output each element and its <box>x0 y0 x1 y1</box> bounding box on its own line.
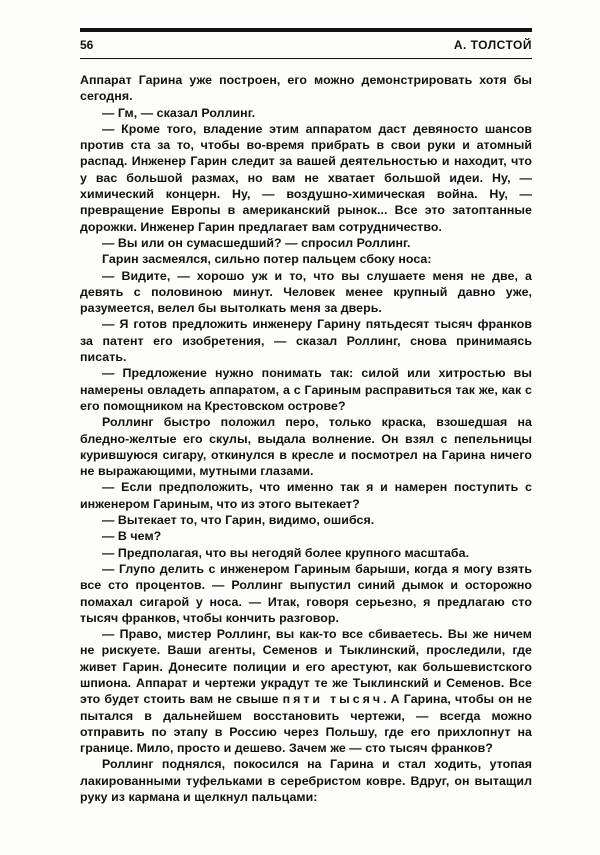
paragraph: Роллинг быстро положил перо, только краска, взошедшая на бледно-желтые его скулы, выдала волнение. Он взял с пепельницы курившуюся сигару, откинулся в кресле и посмотрел на Гарина ничего не выражающими, мутными глазами. <box>80 415 532 479</box>
paragraph: — Если предположить, что именно так я и намерен поступить с инженером Гариным, что из этого вытекает? <box>80 480 532 511</box>
running-head <box>80 38 532 56</box>
paragraph: Роллинг поднялся, покосился на Гарина и стал ходить, утопая лакированными туфельками в серебристом ковре. Вдруг, он вытащил руку из кармана и щелкнул пальцами: <box>80 757 532 805</box>
paragraph: — Вы или он сумасшедший? — спросил Роллинг. <box>102 235 411 250</box>
spaced-emphasis: пяти тысяч <box>282 692 384 707</box>
paragraph: — Предложение нужно понимать так: силой или хитростью вы намерены овладеть аппаратом, а с Гариным расправиться так же, как с его помощником на Крестовском острове? <box>80 366 532 413</box>
body-text <box>80 72 532 805</box>
paragraph: — В чем? <box>102 529 162 544</box>
running-author: А. ТОЛСТОЙ <box>453 38 532 52</box>
header-rule-thin <box>80 58 532 59</box>
page-number: 56 <box>80 38 94 52</box>
paragraph: — Гм, — сказал Роллинг. <box>102 105 256 120</box>
paragraph: Аппарат Гарина уже построен, его можно демонстрировать хотя бы сегодня. <box>80 73 532 104</box>
paragraph: — Я готов предложить инженеру Гарину пятьдесят тысяч франков за патент его изобретения, — сказал Роллинг, снова принимаясь писать. <box>80 317 532 365</box>
paragraph: — Вытекает то, что Гарин, видимо, ошибся. <box>102 513 375 528</box>
paragraph: — Предполагая, что вы негодяй более крупного масштаба. <box>102 545 470 560</box>
paragraph: Гарин засмеялся, сильно потер пальцем сбоку носа: <box>102 252 432 267</box>
paragraph-text: . А Гарина, чтобы он не пытался в дальнейшем восстановить чертежи, — всегда можно отправить по этапу в Россию через Польшу, где его прихлопнут на границе. Мило, просто и дешево. Зачем же — сто тысяч франков? <box>80 692 533 756</box>
header-rule-thick <box>80 28 532 32</box>
paragraph: — Кроме того, владение этим аппаратом даст девяносто шансов против ста за то, чтобы во-время прибрать в свои руки и атомный распад. Инженер Гарин следит за вашей деятельностью и находит, что у вас большой размах, но вам не хватает большой идеи. Ну, — химический концерн. Ну, — воздушно-химическая война. Ну, — превращение Европы в американский рынок... Все это затоптанные дорожки. Инженер Гарин предлагает вам сотрудничество. <box>80 121 532 234</box>
paragraph: — Глупо делить с инженером Гариным барыши, когда я могу взять все сто процентов. — Роллинг выпустил синий дымок и осторожно помахал сигарой у носа. — Итак, говоря серьезно, я предлагаю сто тысяч франков, чтобы кончить разговор. <box>80 561 532 625</box>
paragraph-text: — Право, мистер Роллинг, вы как-то все сбиваетесь. Вы же ничем не рискуете. Ваши агенты, Семенов и Тыклинский, проследили, где живет Гарин. Донесите полиции и его арестуют, как большевистского шпиона. Аппарат и чертежи украдут те же Тыклинский и Семенов. Все это будет стоить вам не свыше <box>80 627 532 707</box>
paragraph: — Видите, — хорошо уж и то, что вы слушаете меня не две, а девять с половиною минут. Человек менее крупный давно уже, разумеется, велел бы вытолкать меня за дверь. <box>80 268 532 316</box>
paragraph <box>80 626 532 756</box>
